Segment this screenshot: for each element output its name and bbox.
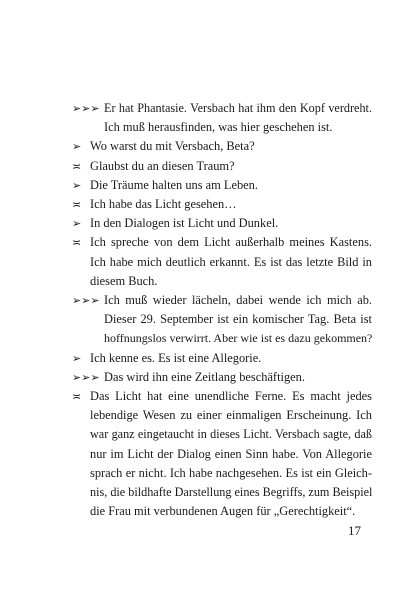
dialogue-paragraph [72,349,372,368]
text-line: Er hat Phantasie. Versbach hat ihm den Kopf verdreht. [104,101,372,115]
dialogue-text [72,99,372,521]
text-line: Das Licht hat eine unendliche Ferne. Es macht jedes [90,389,372,404]
dialogue-paragraph [72,387,372,521]
dialogue-paragraph [72,214,372,233]
equivalence-marker-icon: ≍ [72,159,82,173]
text-line: Glaubst du an diesen Traum? [90,158,235,173]
text-line: Wo warst du mit Versbach, Beta? [90,139,255,154]
text-line: Ich spreche von dem Licht außerhalb meines Kastens. [90,235,372,250]
arrow-marker-icon: ➢ [72,351,82,365]
arrow-marker-icon: ➢ [72,140,82,154]
text-line: Ich muß wieder lächeln, dabei wende ich mich ab. [104,293,372,308]
dialogue-paragraph [72,368,372,387]
text-line: Ich muß herausfinden, was hier geschehen ist. [104,120,333,135]
text-line: die Frau mit verbundenen Augen für „Gerechtigkeit“. [90,504,356,519]
dialogue-paragraph [72,233,372,291]
equivalence-marker-icon: ≍ [72,198,82,212]
text-line: war ganz eingetaucht in dieses Licht. Versbach sagte, daß [90,427,372,442]
text-line: hoffnungslos verwirrt. Aber wie ist es dazu gekommen? [104,331,373,346]
triple-arrow-marker-icon: ➢➢➢ [72,370,100,384]
text-line: Die Träume halten uns am Leben. [90,177,258,192]
text-line: Das wird ihn eine Zeitlang beschäftigen. [104,369,305,384]
text-line: sprach er nicht. Ich habe nachgesehen. Es ist ein Gleich- [90,465,372,480]
text-line: Ich kenne es. Es ist eine Allegorie. [90,350,262,365]
triple-arrow-marker-icon: ➢➢➢ [72,102,100,115]
text-line: lebendige Wesen zu einer einmaligen Erscheinung. Ich [90,408,372,423]
text-line: nur im Licht der Dialog einen Sinn habe. Von Allegorie [90,446,372,461]
text-line: nis, die bildhafte Darstellung eines Begriffs, zum Beispiel [90,485,373,500]
arrow-marker-icon: ➢ [72,217,82,231]
dialogue-paragraph [72,137,372,156]
dialogue-paragraph [72,99,372,137]
page-number: 17 [348,523,361,538]
text-line: Dieser 29. September ist ein komischer Tag. Beta ist [104,312,372,327]
text-line: Ich habe mich deutlich erkannt. Es ist das letzte Bild in [90,254,372,269]
text-line: diesem Buch. [90,273,158,288]
triple-arrow-marker-icon: ➢➢➢ [72,294,100,308]
dialogue-paragraph [72,291,372,349]
equivalence-marker-icon: ≍ [72,236,82,250]
arrow-marker-icon: ➢ [72,178,82,192]
dialogue-paragraph [72,176,372,195]
dialogue-paragraph [72,157,372,176]
dialogue-paragraph [72,195,372,214]
text-line: In den Dialogen ist Licht und Dunkel. [90,216,279,231]
text-line: Ich habe das Licht gesehen… [90,197,237,212]
equivalence-marker-icon: ≍ [72,390,82,404]
